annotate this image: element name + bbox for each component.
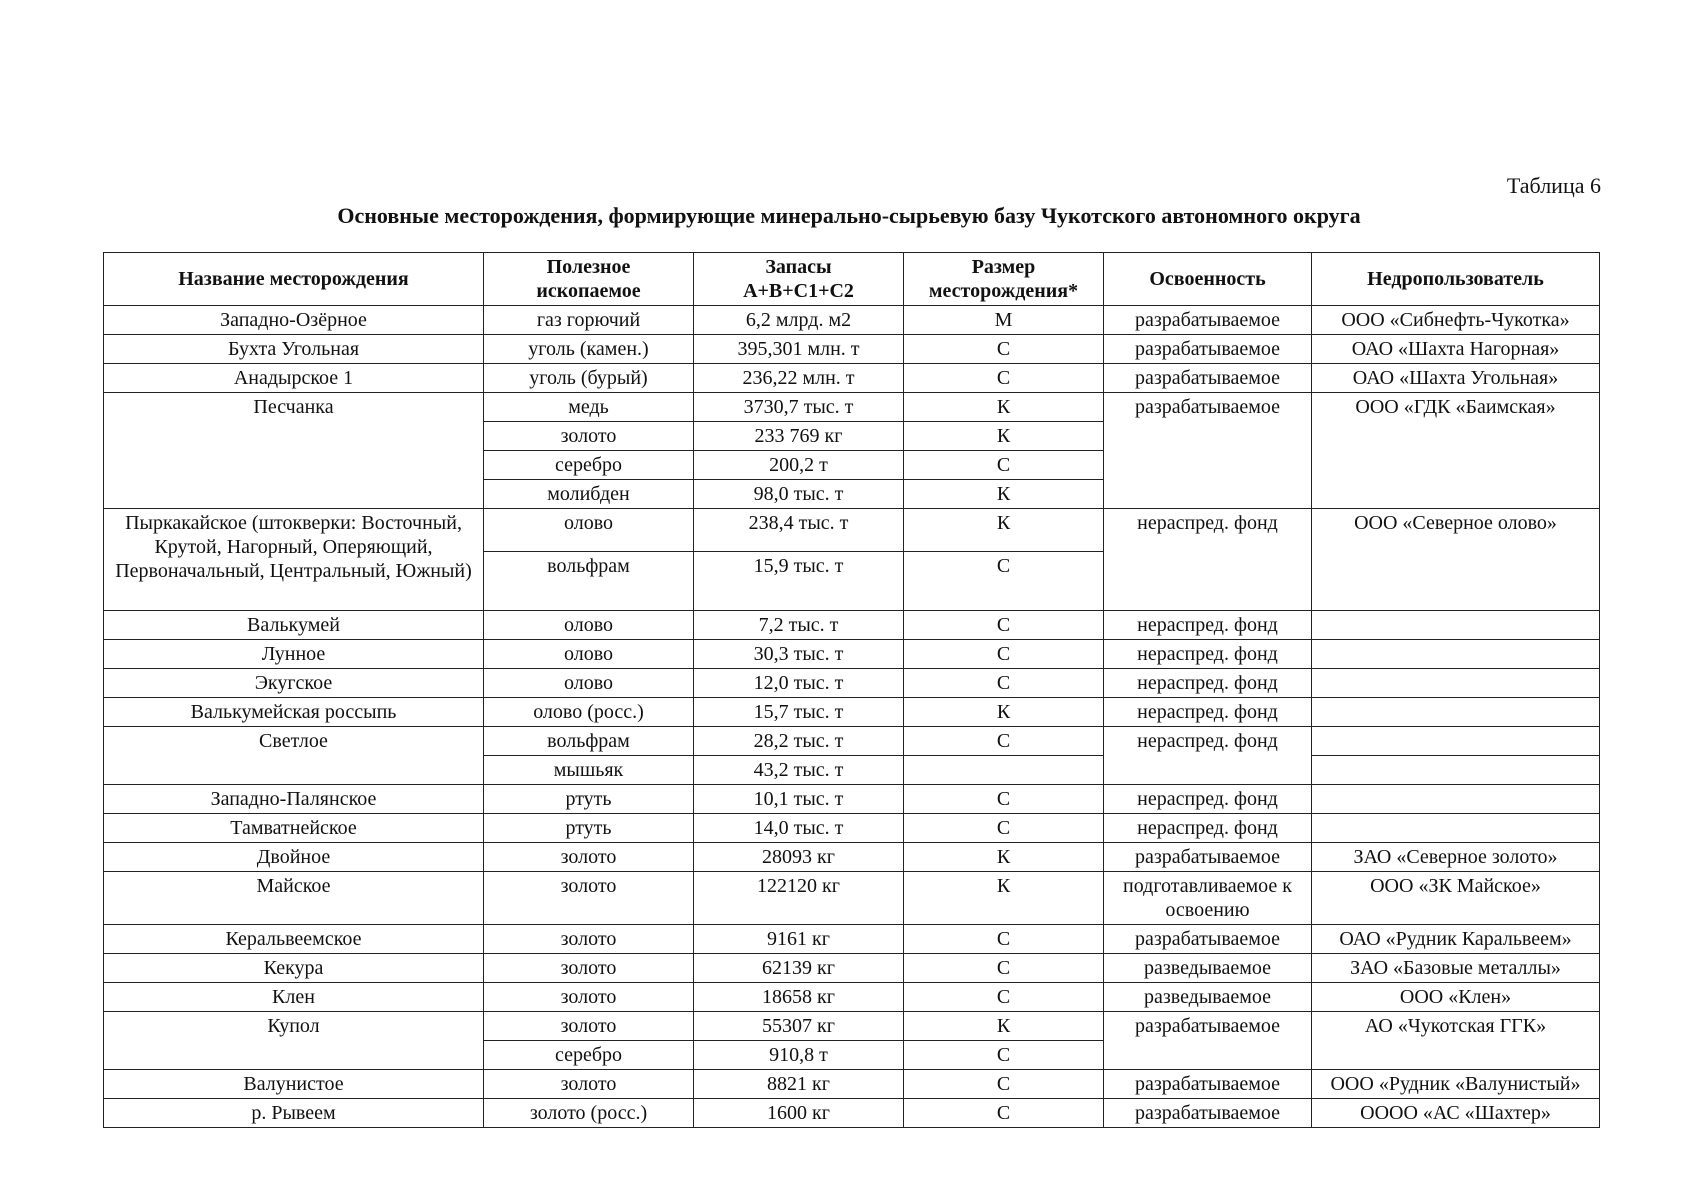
table-row [104,925,1600,954]
cell-development: нераспред. фонд [1104,727,1312,785]
cell-size: С [904,611,1104,640]
cell-user: ООО «Сибнефть-Чукотка» [1312,306,1600,335]
cell-name: Западно-Палянское [104,785,484,814]
header-size: Размер месторождения* [904,253,1104,306]
cell-development: нераспред. фонд [1104,669,1312,698]
cell-user [1312,727,1600,756]
cell-user [1312,669,1600,698]
cell-mineral: олово (росс.) [484,698,694,727]
table-row [104,727,1600,756]
cell-size: С [904,814,1104,843]
header-name: Название месторождения [104,253,484,306]
cell-development: разведываемое [1104,954,1312,983]
cell-mineral: ртуть [484,814,694,843]
cell-reserves: 9161 кг [694,925,904,954]
cell-mineral: олово [484,669,694,698]
cell-mineral: золото [484,1012,694,1041]
cell-development: разрабатываемое [1104,1012,1312,1070]
cell-mineral: мышьяк [484,756,694,785]
cell-name: р. Рывеем [104,1099,484,1128]
cell-reserves: 233 769 кг [694,422,904,451]
cell-size: М [904,306,1104,335]
cell-size: К [904,393,1104,422]
cell-user [1312,785,1600,814]
cell-development: разрабатываемое [1104,925,1312,954]
cell-reserves: 28093 кг [694,843,904,872]
cell-name: Пыркакайское (штокверки: Восточный, Крутой, Нагорный, Оперяющий, Первоначальный, Центральный, Южный) [104,509,484,611]
cell-user: ООО «Рудник «Валунистый» [1312,1070,1600,1099]
cell-development: нераспред. фонд [1104,611,1312,640]
cell-size: С [904,1099,1104,1128]
cell-size: С [904,364,1104,393]
cell-mineral: золото [484,983,694,1012]
cell-name: Бухта Угольная [104,335,484,364]
cell-name: Лунное [104,640,484,669]
cell-mineral: олово [484,640,694,669]
cell-mineral: золото [484,422,694,451]
deposits-table [103,252,1600,1128]
cell-user [1312,698,1600,727]
table-row [104,872,1600,925]
table-row [104,843,1600,872]
cell-mineral: вольфрам [484,727,694,756]
cell-user: ОООО «АС «Шахтер» [1312,1099,1600,1128]
cell-user: ОАО «Шахта Угольная» [1312,364,1600,393]
cell-reserves: 8821 кг [694,1070,904,1099]
table-row [104,698,1600,727]
cell-size: К [904,480,1104,509]
cell-user: ООО «ГДК «Баимская» [1312,393,1600,509]
cell-name: Валькумейская россыпь [104,698,484,727]
cell-user: ЗАО «Базовые металлы» [1312,954,1600,983]
cell-mineral: вольфрам [484,552,694,611]
cell-mineral: ртуть [484,785,694,814]
cell-reserves: 12,0 тыс. т [694,669,904,698]
cell-size: С [904,552,1104,611]
cell-name: Западно-Озёрное [104,306,484,335]
cell-mineral: олово [484,611,694,640]
cell-name: Керальвеемское [104,925,484,954]
table-row [104,669,1600,698]
header-mineral: Полезное ископаемое [484,253,694,306]
cell-size: К [904,509,1104,552]
cell-size: С [904,669,1104,698]
header-development: Освоенность [1104,253,1312,306]
cell-name: Валькумей [104,611,484,640]
cell-development: нераспред. фонд [1104,640,1312,669]
cell-mineral: уголь (бурый) [484,364,694,393]
cell-development: разрабатываемое [1104,364,1312,393]
cell-name: Купол [104,1012,484,1070]
table-row [104,306,1600,335]
cell-reserves: 1600 кг [694,1099,904,1128]
cell-reserves: 6,2 млрд. м2 [694,306,904,335]
cell-reserves: 30,3 тыс. т [694,640,904,669]
table-row [104,640,1600,669]
cell-mineral: олово [484,509,694,552]
cell-reserves: 15,9 тыс. т [694,552,904,611]
cell-reserves: 236,22 млн. т [694,364,904,393]
cell-size: К [904,843,1104,872]
header-user: Недропользователь [1312,253,1600,306]
cell-mineral: газ горючий [484,306,694,335]
cell-mineral: молибден [484,480,694,509]
cell-reserves: 43,2 тыс. т [694,756,904,785]
cell-reserves: 15,7 тыс. т [694,698,904,727]
cell-user [1312,611,1600,640]
cell-reserves: 395,301 млн. т [694,335,904,364]
cell-mineral: серебро [484,451,694,480]
cell-reserves: 98,0 тыс. т [694,480,904,509]
cell-reserves: 14,0 тыс. т [694,814,904,843]
cell-mineral: золото [484,843,694,872]
cell-size: С [904,983,1104,1012]
cell-reserves: 18658 кг [694,983,904,1012]
cell-mineral: уголь (камен.) [484,335,694,364]
cell-development: нераспред. фонд [1104,509,1312,611]
cell-mineral: золото [484,872,694,925]
cell-name: Клен [104,983,484,1012]
cell-mineral: серебро [484,1041,694,1070]
cell-size: С [904,954,1104,983]
cell-user: ООО «ЗК Майское» [1312,872,1600,925]
cell-user [1312,756,1600,785]
table-row [104,983,1600,1012]
cell-size: С [904,785,1104,814]
cell-user: ОАО «Рудник Каральвеем» [1312,925,1600,954]
cell-mineral: медь [484,393,694,422]
table-row [104,509,1600,552]
cell-size: К [904,422,1104,451]
cell-mineral: золото [484,925,694,954]
cell-user: ООО «Северное олово» [1312,509,1600,611]
cell-development: разрабатываемое [1104,306,1312,335]
header-row [104,253,1600,306]
table-row [104,1070,1600,1099]
cell-reserves: 200,2 т [694,451,904,480]
cell-reserves: 7,2 тыс. т [694,611,904,640]
cell-name: Анадырское 1 [104,364,484,393]
cell-development: нераспред. фонд [1104,785,1312,814]
cell-size: С [904,727,1104,756]
cell-reserves: 238,4 тыс. т [694,509,904,552]
cell-size: С [904,1070,1104,1099]
header-reserves: Запасы А+В+С1+С2 [694,253,904,306]
cell-size: К [904,872,1104,925]
cell-development: разрабатываемое [1104,1070,1312,1099]
table-row [104,785,1600,814]
cell-reserves: 28,2 тыс. т [694,727,904,756]
table-row [104,364,1600,393]
cell-mineral: золото [484,954,694,983]
cell-reserves: 62139 кг [694,954,904,983]
cell-development: нераспред. фонд [1104,814,1312,843]
cell-user [1312,640,1600,669]
cell-size: К [904,1012,1104,1041]
cell-size: С [904,335,1104,364]
cell-name: Экугское [104,669,484,698]
cell-mineral: золото [484,1070,694,1099]
cell-reserves: 55307 кг [694,1012,904,1041]
table-row [104,611,1600,640]
cell-size: С [904,925,1104,954]
cell-development: разрабатываемое [1104,335,1312,364]
cell-user: ЗАО «Северное золото» [1312,843,1600,872]
cell-name: Двойное [104,843,484,872]
cell-development: разрабатываемое [1104,843,1312,872]
cell-size: С [904,640,1104,669]
cell-name: Майское [104,872,484,925]
cell-size: С [904,1041,1104,1070]
cell-reserves: 910,8 т [694,1041,904,1070]
table-row [104,954,1600,983]
cell-development: разрабатываемое [1104,1099,1312,1128]
cell-name: Валунистое [104,1070,484,1099]
cell-name: Кекура [104,954,484,983]
cell-user: ОАО «Шахта Нагорная» [1312,335,1600,364]
cell-user: ООО «Клен» [1312,983,1600,1012]
cell-user [1312,814,1600,843]
cell-mineral: золото (росс.) [484,1099,694,1128]
cell-name: Песчанка [104,393,484,509]
cell-size [904,756,1104,785]
table-row [104,393,1600,422]
table-number: Таблица 6 [1506,173,1601,198]
cell-size: С [904,451,1104,480]
cell-reserves: 122120 кг [694,872,904,925]
cell-user: АО «Чукотская ГГК» [1312,1012,1600,1070]
cell-size: К [904,698,1104,727]
cell-development: разрабатываемое [1104,393,1312,509]
cell-name: Тамватнейское [104,814,484,843]
cell-development: нераспред. фонд [1104,698,1312,727]
table-row [104,1099,1600,1128]
table-row [104,1012,1600,1041]
table-row [104,814,1600,843]
cell-reserves: 10,1 тыс. т [694,785,904,814]
cell-development: подготавливаемое к освоению [1104,872,1312,925]
table-title: Основные месторождения, формирующие минерально-сырьевую базу Чукотского автономного округа [337,203,1361,228]
table-row [104,335,1600,364]
cell-name: Светлое [104,727,484,785]
cell-development: разведываемое [1104,983,1312,1012]
cell-reserves: 3730,7 тыс. т [694,393,904,422]
